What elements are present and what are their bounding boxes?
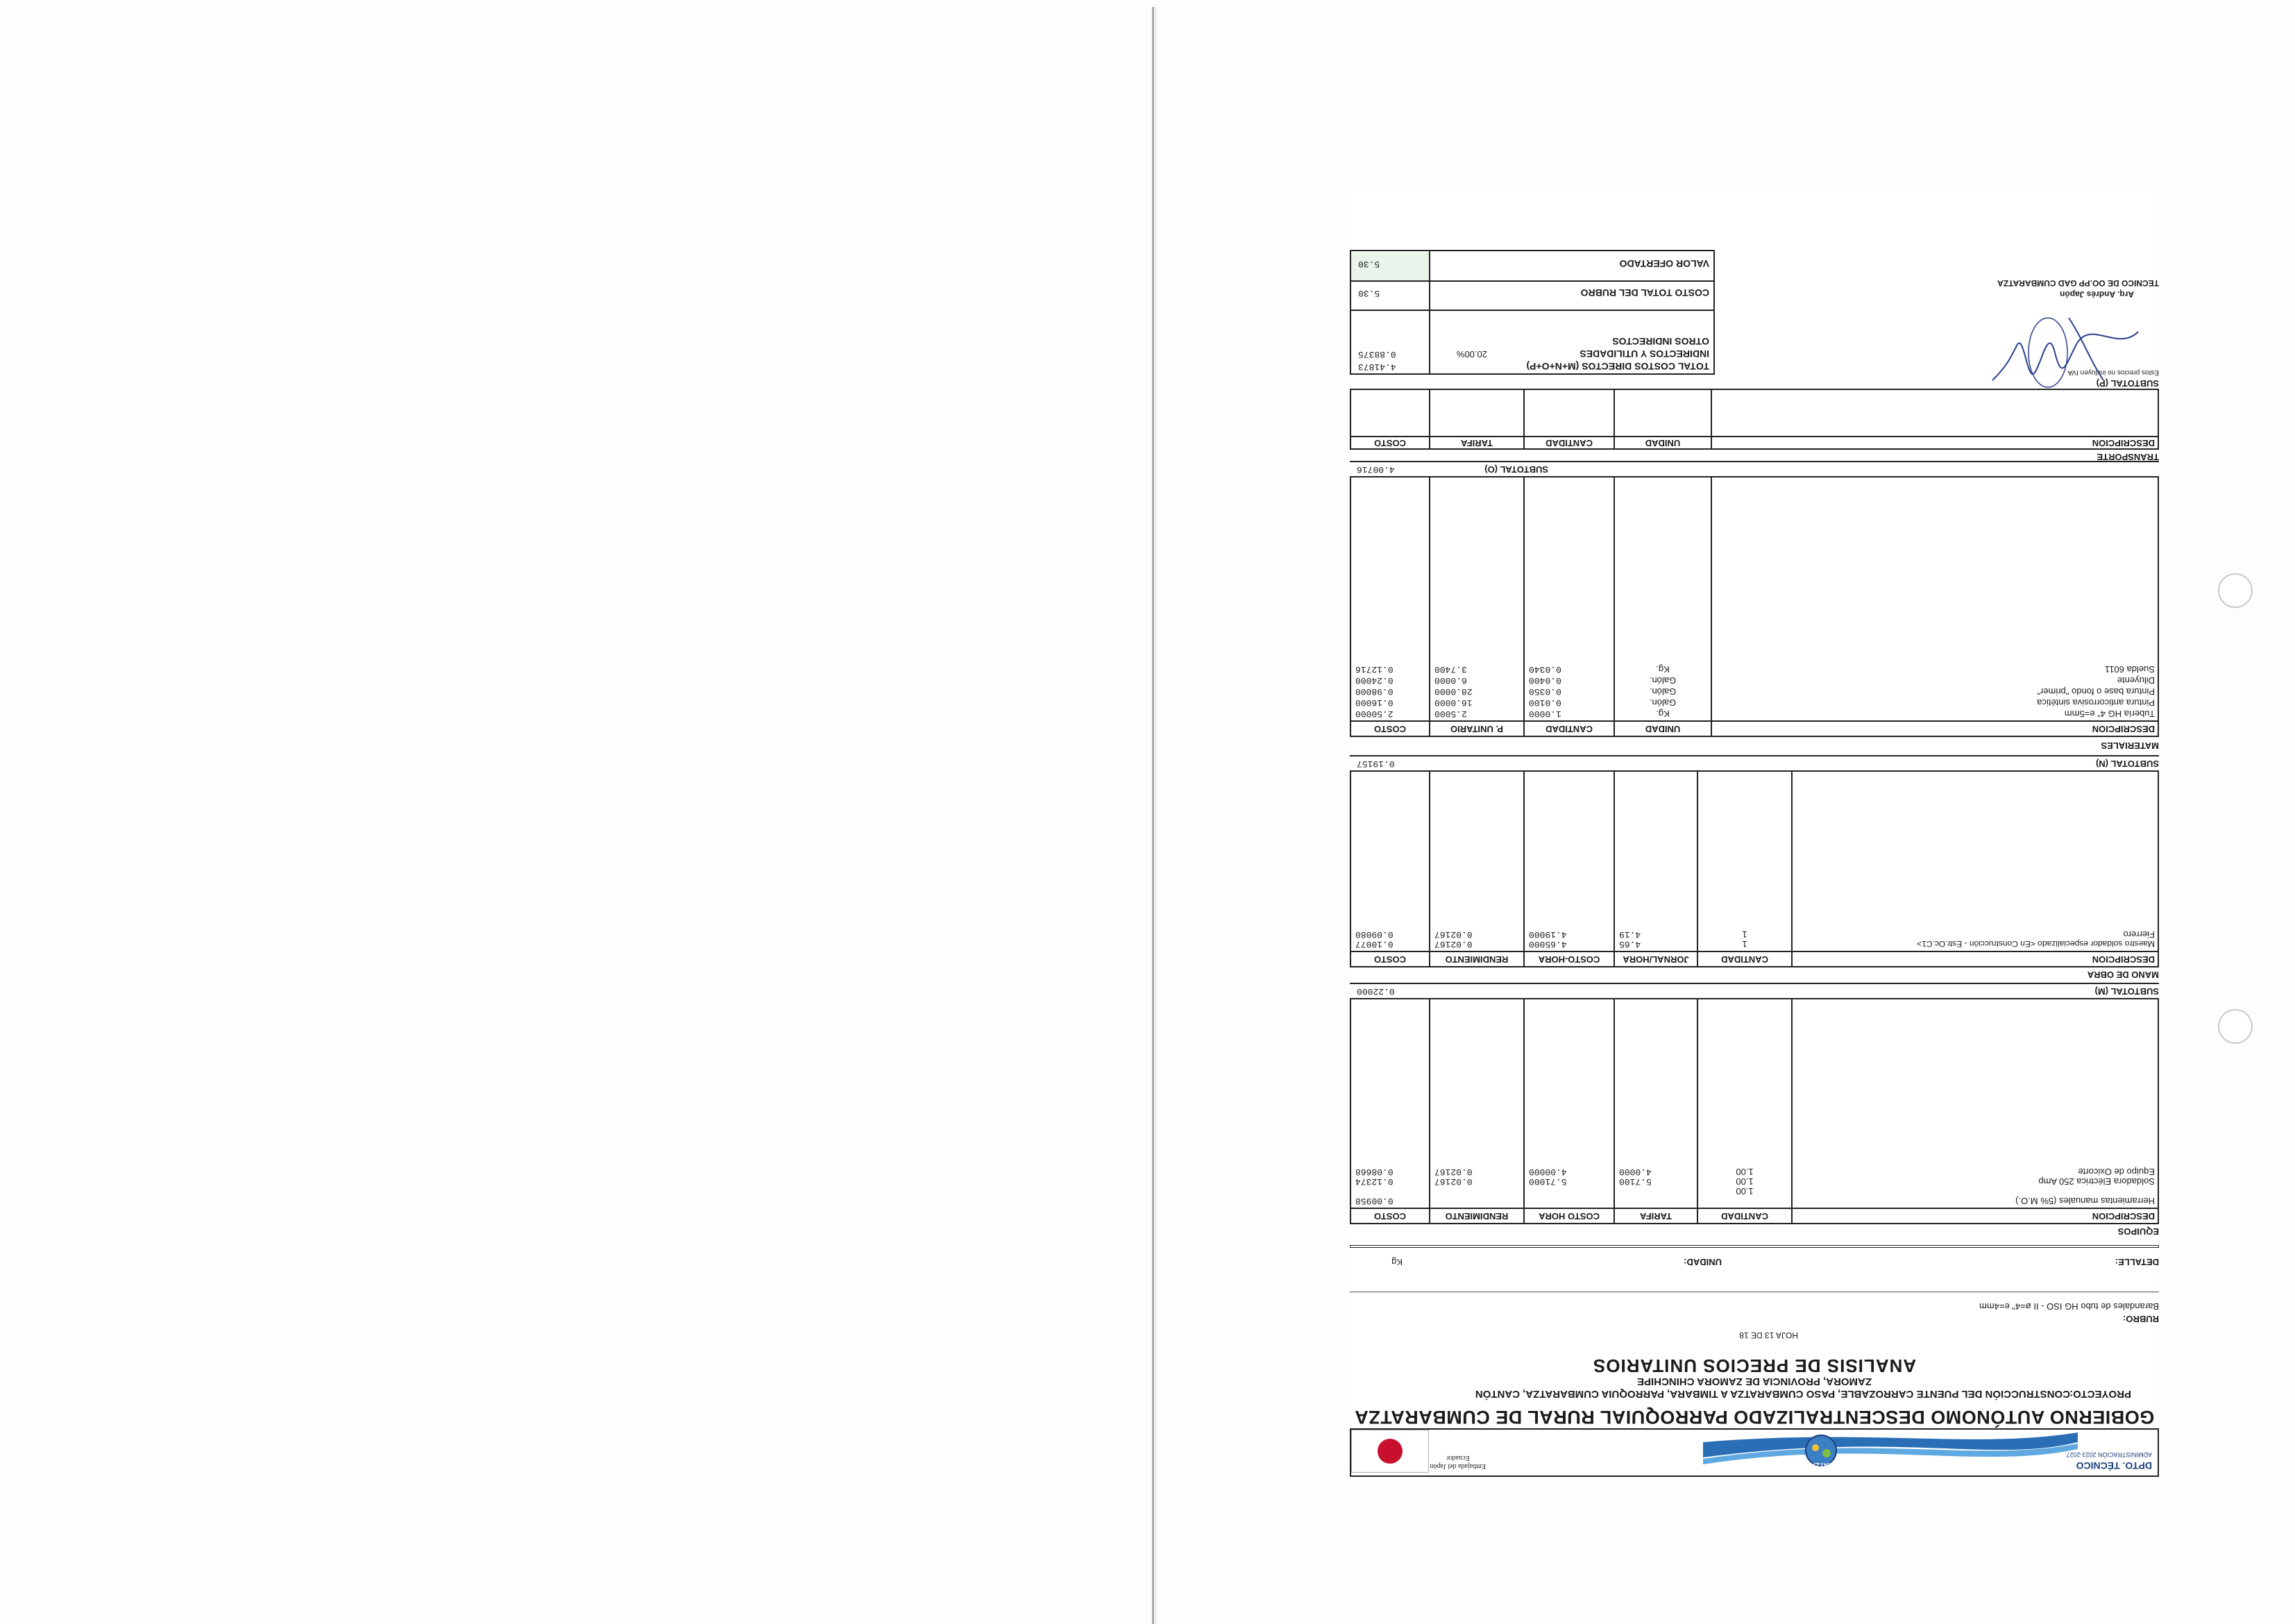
- cell-cantidad: 0.0350: [1529, 686, 1561, 697]
- japan-flag-disc: [1378, 1439, 1403, 1464]
- embassy-label: Embajada del Japón: [1430, 1462, 1486, 1470]
- cell-costo: 0.98000: [1355, 686, 1394, 697]
- subtotal-value-n: 0.19157: [1357, 759, 1395, 769]
- subtotal-value-m: 0.22000: [1357, 986, 1395, 997]
- cell-costo-hora: 5.71000: [1529, 1176, 1567, 1187]
- cell-cantidad: 0.0340: [1529, 664, 1561, 675]
- cell-costo: 0.00958: [1355, 1196, 1394, 1206]
- rubro-value: Barandales de tubo HG ISO - II ø=4" e=4mm: [1979, 1301, 2159, 1312]
- col-header-descripcion: DESCRIPCION: [2092, 438, 2155, 448]
- cell-rendimiento: 0.02167: [1434, 1167, 1473, 1177]
- col-header-costo: COSTO: [1374, 1211, 1406, 1221]
- cell-descripcion: Equipo de Oxicorte: [2078, 1167, 2155, 1177]
- cell-unidad: Kg.: [1656, 709, 1670, 719]
- proyecto-line2: ZAMORA, PROVINCIA DE ZAMORA CHINCHIPE: [1636, 1376, 1872, 1387]
- cell-costo: 0.08668: [1355, 1167, 1394, 1177]
- cell-unidad: Galón.: [1649, 697, 1677, 708]
- iva-note: Estos precios no incluyen IVA: [2067, 369, 2159, 376]
- detalle-label: DETALLE:: [2115, 1257, 2159, 1267]
- page-fold-line: [1152, 7, 1154, 1624]
- col-header-descripcion: DESCRIPCION: [2092, 724, 2155, 734]
- signer-title: TECNICO DE OO.PP GAD CUMBARATZA: [1997, 278, 2159, 288]
- signature-graphic: [1985, 304, 2145, 394]
- cell-cantidad: 0.0400: [1529, 675, 1561, 686]
- cell-jornal-hora: 4.19: [1619, 929, 1641, 940]
- col-header-costo: COSTO: [1374, 954, 1406, 965]
- col-header-cantidad: CANTIDAD: [1545, 724, 1593, 734]
- cell-descripcion: Diluyente: [2117, 675, 2155, 686]
- total-directos-value: 4.41873: [1358, 362, 1396, 372]
- cell-costo: 0.24000: [1355, 675, 1394, 686]
- col-header-costo: COSTO: [1374, 724, 1406, 734]
- cell-costo: 0.09080: [1355, 929, 1394, 940]
- indirectos-pct: 20.00%: [1456, 349, 1487, 360]
- col-header-costo-hora: COSTO HORA: [1539, 1211, 1600, 1221]
- subtotal-label-m: SUBTOTAL (M): [2094, 986, 2159, 997]
- header-banner: [1350, 1428, 2159, 1477]
- cell-costo: 0.10077: [1355, 939, 1394, 949]
- section-title-transporte: TRANSPORTE: [2097, 452, 2159, 462]
- admin-label: ADMINISTRACIÓN 2023-2027: [2066, 1451, 2152, 1458]
- dept-label: DPTO. TÉCNICO: [2076, 1460, 2152, 1471]
- total-directos-label: TOTAL COSTOS DIRECTOS (M+N+O+P): [1526, 361, 1709, 372]
- unidad-label: UNIDAD:: [1684, 1257, 1722, 1267]
- col-header-unidad: UNIDAD: [1645, 438, 1681, 448]
- page-title: GOBIERNO AUTÓNOMO DESCENTRALIZADO PARROQUIAL RURAL DE CUMBARATZA: [1354, 1407, 2155, 1428]
- subtotal-label-o: SUBTOTAL (O): [1484, 464, 1548, 475]
- wave-banner-graphic: [1703, 1431, 2078, 1470]
- col-header-cantidad: CANTIDAD: [1721, 954, 1768, 965]
- costo-total-label: COSTO TOTAL DEL RUBRO: [1580, 287, 1709, 298]
- cell-unidad: Kg.: [1656, 664, 1670, 675]
- page-fold-shadow: [1155, 7, 1156, 1624]
- otros-indirectos-label: OTROS INDIRECTOS: [1612, 336, 1709, 347]
- cell-cantidad: 0.0100: [1529, 697, 1561, 708]
- cell-costo: 0.12716: [1355, 664, 1394, 675]
- page-number: HOJA 13 DE 18: [1739, 1330, 1798, 1340]
- japan-flag: [1351, 1430, 1429, 1473]
- subtotal-value-o: 4.00716: [1357, 464, 1395, 475]
- col-header-jornal-hora: JORNAL/HORA: [1623, 954, 1689, 965]
- cell-costo-hora: 4.65000: [1529, 939, 1567, 949]
- section-title-equipos: EQUIPOS: [2117, 1226, 2159, 1237]
- indirectos-value: 0.88375: [1358, 349, 1396, 360]
- totals-box: [1350, 250, 1715, 375]
- document-sheet: [1350, 186, 2159, 1477]
- cell-cantidad: 1.00: [1736, 1176, 1754, 1187]
- mano-obra-table: [1350, 770, 2159, 967]
- cell-costo: 2.50000: [1355, 709, 1394, 719]
- cell-descripcion: Pintura base o fondo "primer": [2037, 686, 2155, 697]
- proyecto-label: PROYECTO:: [2069, 1388, 2131, 1400]
- valor-ofertado-value: 5.30: [1358, 259, 1380, 269]
- cell-p-unitario: 6.0000: [1434, 675, 1467, 686]
- cell-unidad: Galón.: [1649, 675, 1677, 686]
- equipos-table: [1350, 998, 2159, 1224]
- col-header-cantidad: CANTIDAD: [1721, 1211, 1768, 1221]
- costo-total-value: 5.30: [1358, 288, 1380, 298]
- col-header-tarifa: TARIFA: [1461, 438, 1493, 448]
- cell-cantidad: 1.0000: [1529, 709, 1561, 719]
- punch-hole: [2218, 573, 2253, 608]
- cell-jornal-hora: 4.65: [1619, 939, 1641, 949]
- subtotal-label-p: SUBTOTAL (P): [2096, 378, 2159, 389]
- cell-p-unitario: 28.0000: [1434, 686, 1473, 697]
- col-header-descripcion: DESCRIPCION: [2092, 1211, 2155, 1221]
- section-title-materiales: MATERIALES: [2101, 741, 2159, 751]
- cell-tarifa: 4.0000: [1619, 1167, 1652, 1177]
- cell-cantidad: 1: [1742, 939, 1747, 949]
- section-title-mano-obra: MANO DE OBRA: [2087, 970, 2159, 980]
- col-header-cantidad: CANTIDAD: [1545, 438, 1593, 448]
- cell-costo-hora: 4.19000: [1529, 929, 1567, 940]
- indirectos-label: INDIRECTOS Y UTILIDADES: [1580, 348, 1709, 360]
- cell-descripcion: Pintura anticorrosiva sintética: [2037, 697, 2155, 708]
- cell-descripcion: Maestro soldador especializado <En Construcción - Estr.Oc.C1>: [1917, 939, 2155, 949]
- col-header-rendimiento: RENDIMIENTO: [1445, 954, 1509, 965]
- cell-p-unitario: 3.7400: [1434, 664, 1467, 675]
- rubro-label: RUBRO:: [2123, 1314, 2159, 1324]
- valor-ofertado-label: VALOR OFERTADO: [1619, 258, 1709, 269]
- cell-rendimiento: 0.02167: [1434, 1176, 1473, 1187]
- col-header-p-unitario: P. UNITARIO: [1450, 724, 1504, 734]
- col-header-unidad: UNIDAD: [1645, 724, 1681, 734]
- cell-descripcion: Soldadora Eléctrica 250 Amp: [2038, 1176, 2155, 1187]
- cell-costo: 0.12374: [1355, 1176, 1394, 1187]
- cell-rendimiento: 0.02167: [1434, 929, 1473, 940]
- cell-descripcion: Tubería HG 4" e=5mm: [2064, 709, 2155, 719]
- cell-cantidad: 1.00: [1736, 1167, 1754, 1177]
- country-label: Ecuador: [1446, 1454, 1470, 1462]
- col-header-descripcion: DESCRIPCION: [2092, 954, 2155, 965]
- cell-costo-hora: 4.00000: [1529, 1167, 1567, 1177]
- cell-p-unitario: 16.0000: [1434, 697, 1473, 708]
- cell-descripcion: Fierrero: [2123, 929, 2155, 940]
- brand-label: CUMBARATZA: [1810, 1461, 1859, 1469]
- cell-cantidad: 1.00: [1736, 1186, 1754, 1196]
- col-header-tarifa: TARIFA: [1640, 1211, 1672, 1221]
- unidad-value: Kg: [1391, 1257, 1403, 1267]
- cell-tarifa: 5.7100: [1619, 1176, 1652, 1187]
- cell-costo: 0.16000: [1355, 697, 1394, 708]
- cell-rendimiento: 0.02167: [1434, 939, 1473, 949]
- cell-descripcion: Herramientas manuales (5% M.O.): [2015, 1196, 2155, 1206]
- materiales-table: [1350, 476, 2159, 737]
- transporte-table: [1350, 389, 2159, 450]
- cell-descripcion: Suelda 6011: [2104, 664, 2155, 675]
- document-title: ANALISIS DE PRECIOS UNITARIOS: [1592, 1355, 1917, 1376]
- cell-cantidad: 1: [1742, 929, 1747, 940]
- proyecto-line1: CONSTRUCCIÓN DEL PUENTE CARROZABLE, PASO CUMBARATZA A TIMBARA, PARROQUIA CUMBARATZA, CANTÓN: [1475, 1388, 2070, 1400]
- col-header-costo-hora: COSTO-HORA: [1538, 954, 1600, 965]
- cell-unidad: Galón.: [1649, 686, 1677, 697]
- signer-name: Arq. Andrés Japón: [2060, 289, 2134, 299]
- cell-p-unitario: 2.5000: [1434, 709, 1467, 719]
- col-header-costo: COSTO: [1374, 438, 1406, 448]
- punch-hole: [2218, 1009, 2253, 1044]
- subtotal-label-n: SUBTOTAL (N): [2096, 759, 2159, 769]
- col-header-rendimiento: RENDIMIENTO: [1445, 1211, 1509, 1221]
